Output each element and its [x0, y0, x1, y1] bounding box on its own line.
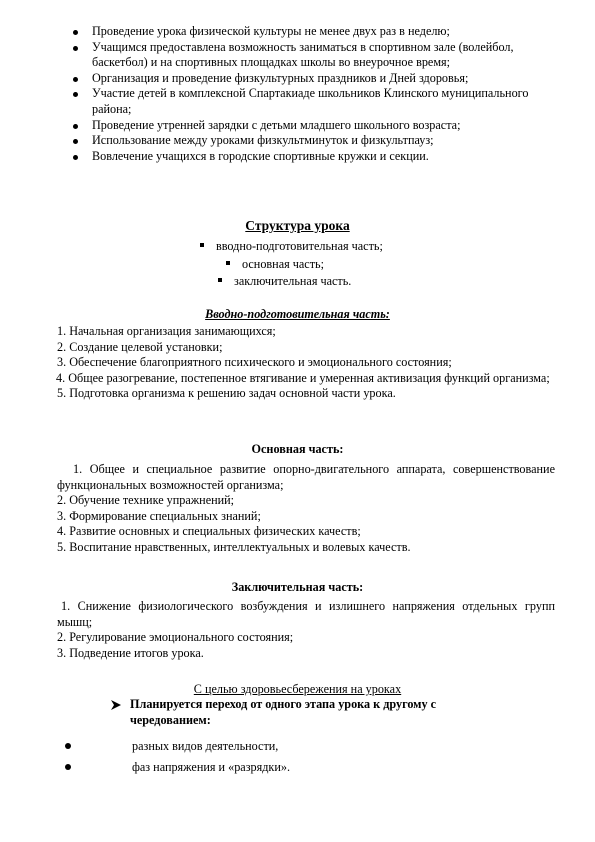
list-item: 1. Снижение физиологического возбуждения и излишнего напряжения отдельных групп мышц;	[57, 599, 555, 629]
arrow-bullet-icon	[110, 697, 122, 711]
final-part-list	[57, 599, 555, 661]
square-bullet-icon	[218, 278, 222, 282]
bullet-icon	[73, 155, 78, 160]
list-item: Проведение утренней зарядки с детьми младшего школьного возраста;	[66, 118, 556, 134]
list-item: заключительная часть.	[200, 273, 440, 291]
list-item: 4. Развитие основных и специальных физических качеств;	[57, 524, 361, 539]
list-item: Организация и проведение физкультурных праздников и Дней здоровья;	[66, 71, 556, 87]
school-activities-list	[66, 24, 556, 164]
list-item: 3. Формирование специальных знаний;	[57, 508, 261, 523]
bullet-icon	[65, 764, 71, 770]
health-title: С целью здоровьесбережения на уроках	[193, 682, 402, 696]
list-item: 3. Подведение итогов урока.	[57, 645, 204, 660]
final-part-title: Заключительная часть:	[231, 580, 364, 594]
list-item: Использование между уроками физкультминуток и физкультпауз;	[66, 133, 556, 149]
lesson-parts-list	[200, 238, 440, 291]
bullet-icon	[73, 124, 78, 129]
list-item: 2. Создание целевой установки;	[57, 339, 223, 354]
list-item: Участие детей в комплексной Спартакиаде школьников Клинского муниципального района;	[66, 86, 556, 117]
list-item: 4. Общее разогревание, постепенное втягивание и умеренная активизация функций организма;	[56, 370, 550, 385]
square-bullet-icon	[200, 243, 204, 247]
square-bullet-icon	[226, 261, 230, 265]
list-item: разных видов деятельности,	[58, 738, 458, 755]
list-item: 1. Начальная организация занимающихся;	[57, 324, 276, 338]
main-part-title: Основная часть:	[251, 442, 344, 456]
list-item: 5. Воспитание нравственных, интеллектуальных и волевых качеств.	[57, 539, 411, 554]
list-item: вводно-подготовительная часть;	[200, 238, 440, 256]
list-item: 2. Обучение технике упражнений;	[57, 493, 235, 508]
arrow-item-text: Планируется переход от одного этапа урока к другому с чередованием:	[130, 697, 437, 727]
list-item: 5. Подготовка организма к решению задач основной части урока.	[57, 386, 396, 401]
intro-part-title: Вводно-подготовительная часть:	[205, 307, 390, 321]
bullet-icon	[73, 30, 78, 35]
list-item: 1. Общее и специальное развитие опорно-двигательного аппарата, совершенствование функциональных возможностей организма;	[57, 462, 555, 492]
alternation-list	[58, 738, 458, 776]
list-item: Вовлечение учащихся в городские спортивные кружки и секции.	[66, 149, 556, 165]
bullet-icon	[65, 743, 71, 749]
bullet-icon	[73, 139, 78, 144]
arrow-list-item	[110, 697, 510, 728]
structure-title: Структура урока	[245, 218, 350, 233]
list-item: 3. Обеспечение благоприятного психического и эмоционального состояния;	[57, 355, 452, 370]
list-item: 2. Регулирование эмоционального состояния;	[57, 630, 294, 645]
bullet-icon	[73, 92, 78, 97]
list-item: Проведение урока физической культуры не менее двух раз в неделю;	[66, 24, 556, 40]
list-item: Учащимся предоставлена возможность заниматься в спортивном зале (волейбол, баскетбол) и на спортивных площадках школы во внеурочное время;	[66, 40, 556, 71]
list-item: фаз напряжения и «разрядки».	[58, 759, 458, 776]
intro-part-list	[57, 324, 555, 402]
bullet-icon	[73, 77, 78, 82]
list-item: основная часть;	[200, 256, 440, 274]
main-part-list	[57, 462, 555, 556]
bullet-icon	[73, 46, 78, 51]
